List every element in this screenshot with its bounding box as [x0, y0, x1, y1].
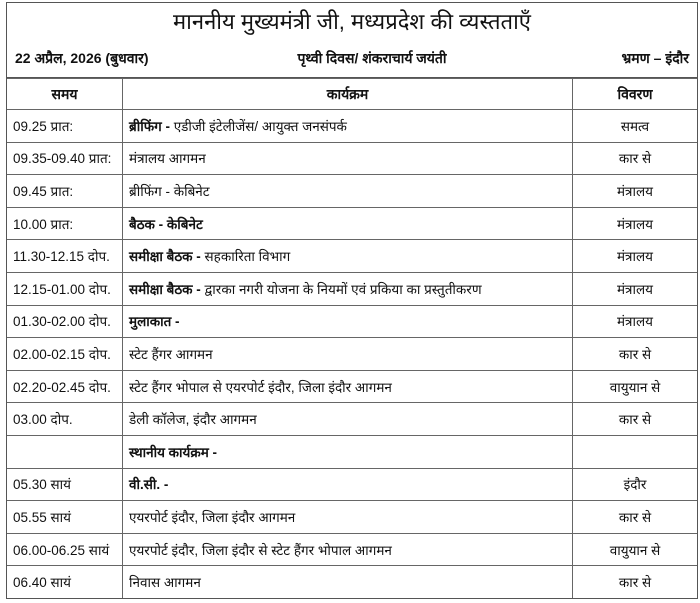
row-program — [123, 403, 573, 436]
row-time — [7, 435, 123, 468]
row-program — [123, 370, 573, 403]
row-program — [123, 501, 573, 534]
row-time: 12.15-01.00 दोप. — [7, 272, 123, 305]
program-text: स्टेट हैंगर भोपाल से एयरपोर्ट इंदौर, जिला इंदौर आगमन — [129, 379, 392, 395]
row-detail: मंत्रालय — [573, 272, 698, 305]
row-detail: वायुयान से — [573, 370, 698, 403]
row-detail: कार से — [573, 501, 698, 534]
header-program: कार्यक्रम — [123, 79, 573, 110]
info-row — [7, 39, 697, 78]
header-detail: विवरण — [573, 79, 698, 110]
table-row — [7, 110, 697, 143]
table-row — [7, 533, 697, 566]
table-row — [7, 207, 697, 240]
row-program — [123, 305, 573, 338]
row-program — [123, 468, 573, 501]
table-row — [7, 142, 697, 175]
program-bold: वी.सी. - — [129, 477, 169, 493]
table-row — [7, 566, 697, 598]
row-time: 02.00-02.15 दोप. — [7, 338, 123, 371]
row-time: 06.00-06.25 सायं — [7, 533, 123, 566]
header-time: समय — [7, 79, 123, 110]
table-row — [7, 305, 697, 338]
program-text: द्वारका नगरी योजना के नियमों एवं प्रकिया का प्रस्तुतीकरण — [200, 281, 482, 297]
program-bold: समीक्षा बैठक - — [129, 249, 201, 265]
row-program — [123, 272, 573, 305]
table-row — [7, 240, 697, 273]
row-time: 06.40 सायं — [7, 566, 123, 598]
program-bold: ब्रीफिंग - — [129, 118, 170, 134]
row-detail: मंत्रालय — [573, 305, 698, 338]
row-program — [123, 142, 573, 175]
table-row — [7, 175, 697, 208]
table-row — [7, 338, 697, 371]
table-row — [7, 403, 697, 436]
row-program — [123, 338, 573, 371]
tour-location: भ्रमण – इंदौर — [621, 49, 689, 66]
occasion: पृथ्वी दिवस/ शंकराचार्य जयंती — [297, 49, 447, 66]
row-detail: समत्व — [573, 110, 698, 143]
row-time: 03.00 दोप. — [7, 403, 123, 436]
row-time: 10.00 प्रात: — [7, 207, 123, 240]
row-program — [123, 240, 573, 273]
row-detail: कार से — [573, 142, 698, 175]
row-program — [123, 566, 573, 598]
row-time: 09.25 प्रात: — [7, 110, 123, 143]
row-time: 02.20-02.45 दोप. — [7, 370, 123, 403]
row-detail: मंत्रालय — [573, 240, 698, 273]
row-detail: कार से — [573, 566, 698, 598]
program-text: ब्रीफिंग - केबिनेट — [129, 183, 210, 199]
table-row — [7, 435, 697, 468]
program-text: मंत्रालय आगमन — [129, 151, 206, 167]
row-detail: मंत्रालय — [573, 207, 698, 240]
table-row — [7, 501, 697, 534]
program-bold: समीक्षा बैठक - — [129, 281, 201, 297]
row-program — [123, 175, 573, 208]
row-detail: कार से — [573, 403, 698, 436]
row-time: 11.30-12.15 दोप. — [7, 240, 123, 273]
row-detail: वायुयान से — [573, 533, 698, 566]
program-text: एयरपोर्ट इंदौर, जिला इंदौर से स्टेट हैंगर भोपाल आगमन — [129, 542, 392, 558]
program-text: डेली कॉलेज, इंदौर आगमन — [129, 412, 257, 428]
row-time: 09.45 प्रात: — [7, 175, 123, 208]
row-detail — [573, 435, 698, 468]
document-title: माननीय मुख्यमंत्री जी, मध्यप्रदेश की व्यस्तताएँ — [173, 9, 531, 34]
row-time: 05.30 सायं — [7, 468, 123, 501]
program-text: एयरपोर्ट इंदौर, जिला इंदौर आगमन — [129, 509, 296, 525]
row-time: 05.55 सायं — [7, 501, 123, 534]
program-text: स्टेट हैंगर आगमन — [129, 346, 213, 362]
row-program — [123, 207, 573, 240]
row-detail: कार से — [573, 338, 698, 371]
row-detail: मंत्रालय — [573, 175, 698, 208]
row-program — [123, 110, 573, 143]
table-header — [7, 79, 697, 110]
program-text: सहकारिता विभाग — [200, 249, 291, 265]
program-text: निवास आगमन — [129, 575, 201, 591]
date: 22 अप्रैल, 2026 (बुधवार) — [15, 49, 149, 66]
program-bold: मुलाकात - — [129, 314, 180, 330]
row-time: 01.30-02.00 दोप. — [7, 305, 123, 338]
table-row — [7, 370, 697, 403]
row-program — [123, 435, 573, 468]
schedule-table — [7, 78, 697, 598]
program-bold: स्थानीय कार्यक्रम - — [129, 444, 218, 460]
row-program — [123, 533, 573, 566]
program-bold: बैठक - केबिनेट — [129, 216, 203, 232]
schedule-document — [6, 2, 698, 599]
table-row — [7, 272, 697, 305]
program-text: एडीजी इंटेलीजेंस/ आयुक्त जनसंपर्क — [169, 118, 347, 134]
row-detail: इंदौर — [573, 468, 698, 501]
table-row — [7, 468, 697, 501]
row-time: 09.35-09.40 प्रात: — [7, 142, 123, 175]
